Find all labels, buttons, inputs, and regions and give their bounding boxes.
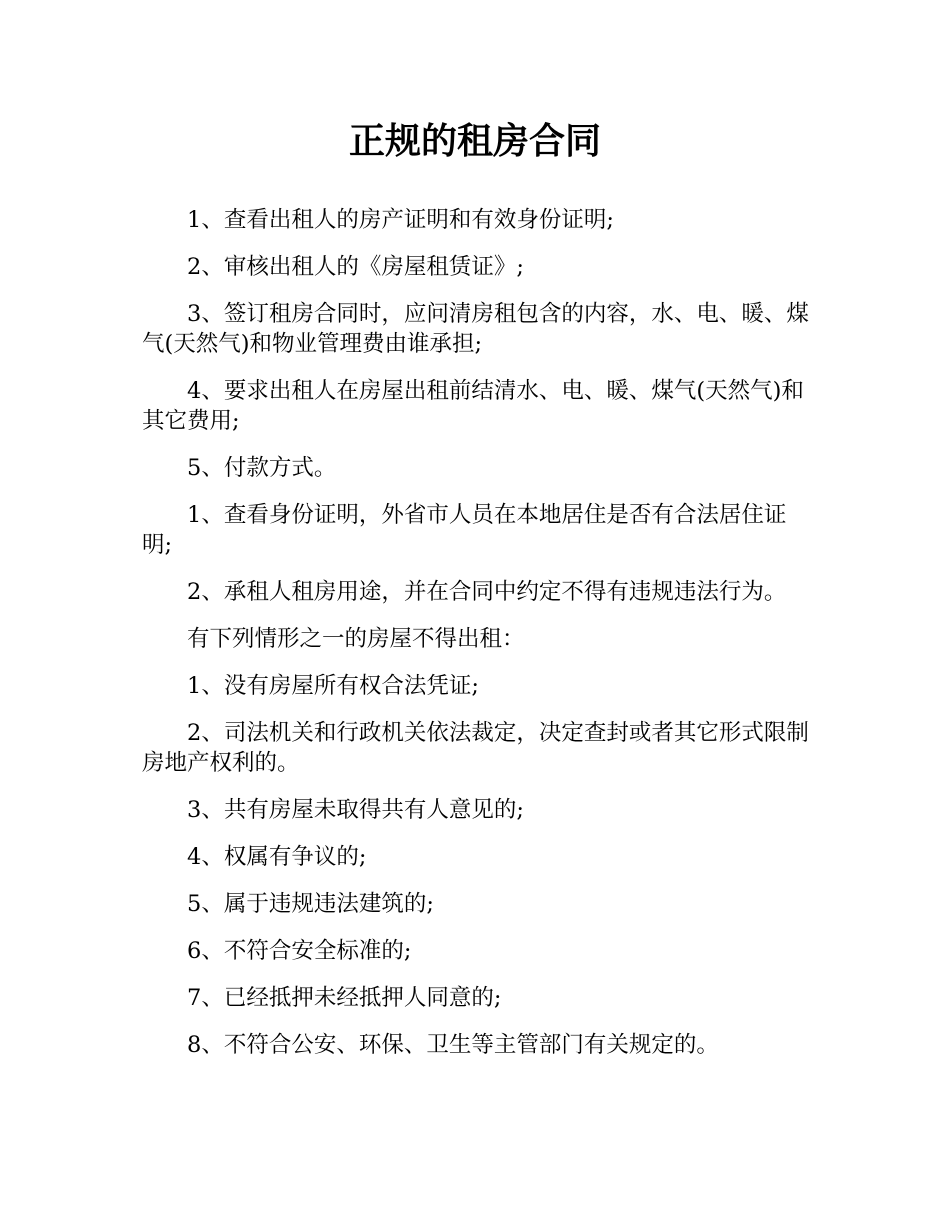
paragraph: 1、没有房屋所有权合法凭证; bbox=[187, 673, 479, 699]
paragraph: 2、司法机关和行政机关依法裁定，决定查封或者其它形式限制房地产权利的。 bbox=[142, 720, 809, 776]
paragraph: 有下列情形之一的房屋不得出租： bbox=[187, 626, 525, 652]
paragraph: 5、属于违规违法建筑的; bbox=[187, 891, 434, 917]
paragraph: 2、审核出租人的《房屋租赁证》; bbox=[187, 254, 524, 280]
paragraph: 4、权属有争议的; bbox=[187, 844, 367, 870]
paragraph: 7、已经抵押未经抵押人同意的; bbox=[187, 985, 502, 1011]
paragraph: 3、签订租房合同时，应问清房租包含的内容，水、电、暖、煤气(天然气)和物业管理费由谁承担; bbox=[142, 301, 809, 357]
paragraph: 1、查看出租人的房产证明和有效身份证明; bbox=[187, 207, 614, 233]
paragraph: 2、承租人租房用途，并在合同中约定不得有违规违法行为。 bbox=[187, 579, 787, 605]
document-title: 正规的租房合同 bbox=[348, 121, 601, 162]
paragraph: 3、共有房屋未取得共有人意见的; bbox=[187, 797, 524, 823]
paragraph: 4、要求出租人在房屋出租前结清水、电、暖、煤气(天然气)和其它费用; bbox=[142, 378, 804, 434]
paragraph: 1、查看身份证明，外省市人员在本地居住是否有合法居住证明; bbox=[142, 502, 787, 558]
document-body bbox=[142, 205, 810, 1077]
paragraph: 6、不符合安全标准的; bbox=[187, 938, 412, 964]
paragraph: 8、不符合公安、环保、卫生等主管部门有关规定的。 bbox=[187, 1032, 719, 1058]
paragraph: 5、付款方式。 bbox=[187, 455, 337, 481]
